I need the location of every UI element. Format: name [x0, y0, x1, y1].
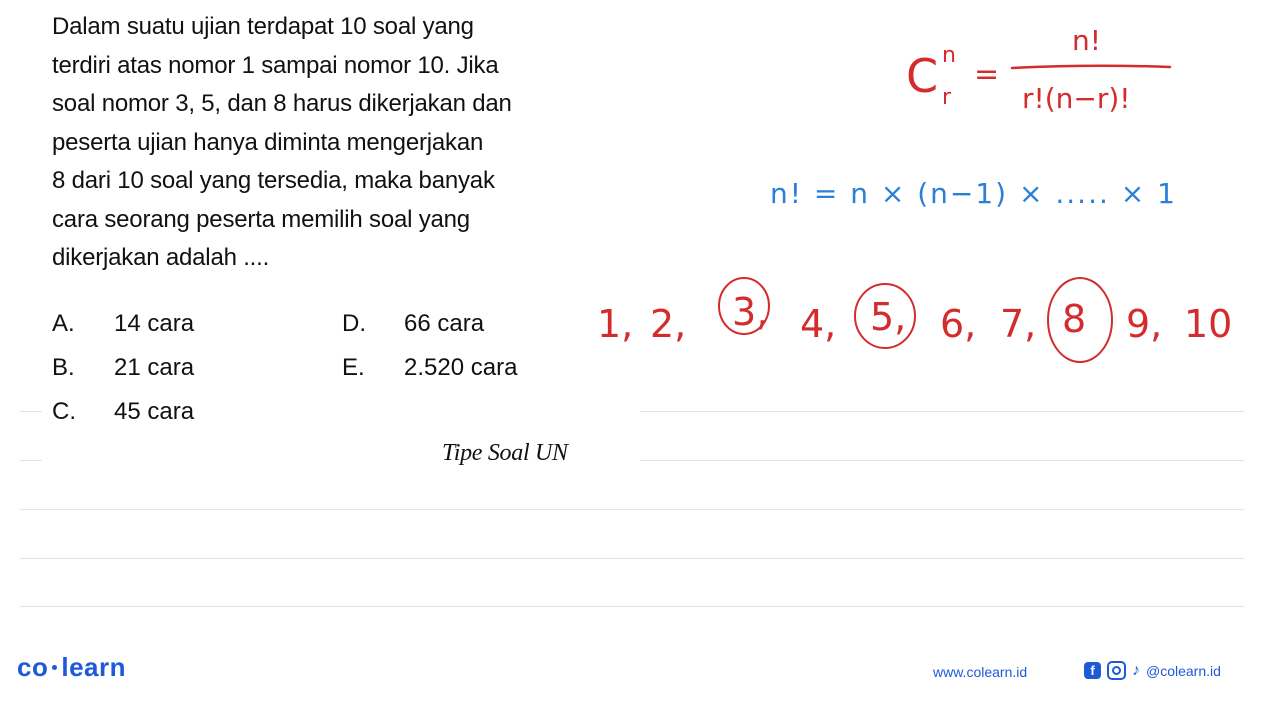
sequence-number: 6, — [940, 302, 977, 346]
social-handle[interactable]: @colearn.id — [1146, 662, 1221, 679]
question-type-label: Tipe Soal UN — [442, 440, 568, 466]
formula-denominator: r!(n−r)! — [1022, 82, 1131, 115]
sequence-number: 9, — [1126, 302, 1163, 346]
option-text: 66 cara — [404, 310, 485, 337]
question-line: soal nomor 3, 5, dan 8 harus dikerjakan dan — [52, 90, 512, 117]
sequence-number: 10 — [1184, 302, 1233, 346]
option-letter: E. — [342, 354, 365, 381]
combination-superscript: n — [942, 43, 956, 68]
factorial-formula: n! = n × (n−1) × ..... × 1 — [770, 177, 1177, 210]
option-text: 21 cara — [114, 354, 195, 381]
social-links — [1084, 661, 1221, 680]
option-text: 2.520 cara — [404, 354, 518, 381]
colearn-logo — [17, 652, 126, 683]
sequence-number: 3, — [732, 290, 769, 334]
logo-dot — [52, 665, 57, 670]
tiktok-icon[interactable]: ♪ — [1132, 661, 1140, 679]
option-letter: C. — [52, 398, 76, 425]
formula-equals: = — [974, 57, 1000, 92]
sequence-number: 7, — [1000, 302, 1037, 346]
question-line: peserta ujian hanya diminta mengerjakan — [52, 128, 484, 156]
instagram-icon[interactable] — [1107, 661, 1126, 680]
facebook-icon[interactable]: f — [1084, 662, 1101, 679]
option-letter: B. — [52, 354, 75, 381]
fraction-bar — [1012, 66, 1170, 68]
option-letter: A. — [52, 310, 75, 337]
question-line: Dalam suatu ujian terdapat 10 soal yang — [52, 13, 474, 40]
sequence-number: 1, — [597, 302, 634, 346]
logo-left: co — [17, 652, 49, 682]
option-letter: D. — [342, 310, 366, 337]
question-line: 8 dari 10 soal yang tersedia, maka banyak — [52, 167, 495, 194]
sequence-number: 5, — [870, 295, 907, 339]
option-text: 45 cara — [114, 398, 195, 425]
sequence-number: 4, — [800, 302, 837, 346]
combination-subscript: r — [942, 85, 952, 110]
option-text: 14 cara — [114, 310, 195, 337]
formula-numerator: n! — [1072, 24, 1101, 57]
website-link[interactable]: www.colearn.id — [933, 664, 1028, 680]
question-line: terdiri atas nomor 1 sampai nomor 10. Jika — [52, 51, 499, 79]
sequence-number: 2, — [650, 302, 687, 346]
question-line: cara seorang peserta memilih soal yang — [52, 205, 470, 233]
sequence-number: 8 — [1062, 297, 1087, 341]
question-line: dikerjakan adalah .... — [52, 244, 270, 271]
logo-right: learn — [61, 652, 126, 682]
combination-symbol: C — [906, 49, 939, 103]
